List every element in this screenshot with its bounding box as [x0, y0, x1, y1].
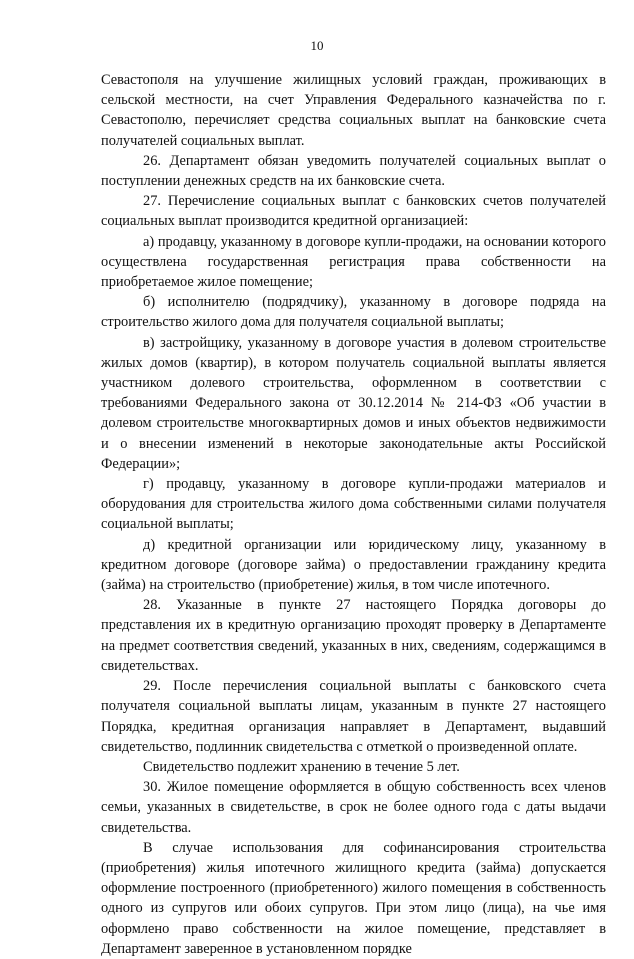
paragraph-27: 27. Перечисление социальных выплат с банковских счетов получателей социальных выплат производится кредитной организацией:: [101, 193, 606, 230]
page-number: 10: [310, 38, 324, 53]
paragraph-29-storage: Свидетельство подлежит хранению в течение 5 лет.: [143, 758, 460, 775]
paragraph-continuation: Севастополя на улучшение жилищных условий граждан, проживающих в сельской местности, на счет Управления Федерального казначейства по г. Севастополю, перечисляет средства социальных выплат на банковские счета получателей социальных выплат.: [101, 72, 606, 149]
paragraph-27-a: а) продавцу, указанному в договоре купли-продажи, на основании которого осуществлена государственная регистрация права собственности на приобретаемое жилое помещение;: [101, 233, 606, 291]
paragraph-27-d: д) кредитной организации или юридическому лицу, указанному в кредитном договоре (договоре займа) о предоставлении гражданину кредита (займа) на строительство (приобретение) жилья, в том числе ипотечного.: [101, 536, 606, 594]
paragraph-30: 30. Жилое помещение оформляется в общую собственность всех членов семьи, указанных в свидетельстве, в срок не более одного года с даты выдачи свидетельства.: [101, 779, 606, 836]
paragraph-29: 29. После перечисления социальной выплаты с банковского счета получателя социальной выплаты лицам, указанным в пункте 27 настоящего Порядка, кредитная организация направляет в Департамент, выдавший свидетельство, подлинник свидетельства с отметкой о произведенной оплате.: [101, 678, 606, 755]
paragraph-27-v: в) застройщику, указанному в договоре участия в долевом строительстве жилых домов (квартир), в котором получатель социальной выплаты является участником долевого строительства, оформленном в соответствии с требованиями Федерального закона от 30.12.2014 № 214-ФЗ «Об участии в долевом строительстве многоквартирных домов и иных объектов недвижимости и о внесении изменений в некоторые законодательные акты Российской Федерации»;: [101, 334, 606, 472]
document-body: [101, 70, 606, 959]
paragraph-27-b: б) исполнителю (подрядчику), указанному в договоре подряда на строительство жилого дома для получателя социальной выплаты;: [101, 294, 606, 331]
paragraph-28: 28. Указанные в пункте 27 настоящего Порядка договоры до представления их в кредитную организацию проходят проверку в Департаменте на предмет соответствия сведений, указанных в них, сведениям, содержащимся в свидетельствах.: [101, 597, 606, 674]
paragraph-30-mortgage: В случае использования для софинансирования строительства (приобретения) жилья ипотечного жилищного кредита (займа) допускается оформление построенного (приобретенного) жилого помещения в собственность одного из супругов или обоих супругов. При этом лицо (лица), на чье имя оформлено право собственности на жилое помещение, представляет в Департамент заверенное в установленном порядке: [101, 839, 606, 957]
paragraph-27-g: г) продавцу, указанному в договоре купли-продажи материалов и оборудования для строительства жилого дома собственными силами получателя социальной выплаты;: [101, 476, 606, 533]
paragraph-26: 26. Департамент обязан уведомить получателей социальных выплат о поступлении денежных средств на их банковские счета.: [101, 152, 606, 190]
